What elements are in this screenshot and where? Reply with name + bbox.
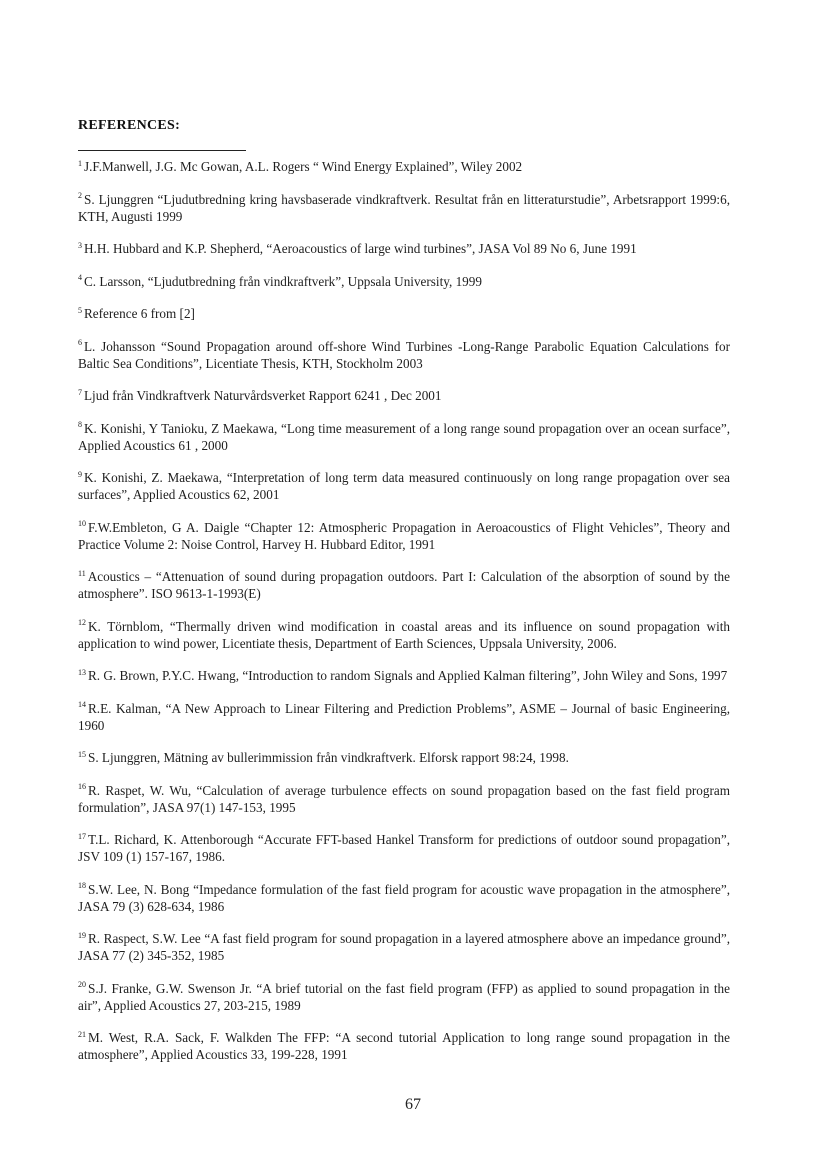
reference-number: 17 <box>78 831 86 841</box>
reference-text: K. Törnblom, “Thermally driven wind modification in coastal areas and its influence on sound propagation with application to wind power, Licentiate thesis, Department of Earth Sciences, Uppsala University, 2006. <box>78 618 730 651</box>
reference-item <box>78 519 730 553</box>
reference-item <box>78 831 730 865</box>
reference-number: 2 <box>78 191 82 201</box>
reference-number: 11 <box>78 568 86 578</box>
reference-text: L. Johansson “Sound Propagation around off-shore Wind Turbines -Long-Range Parabolic Equation Calculations for Baltic Sea Conditions”, Licentiate Thesis, KTH, Stockholm 2003 <box>78 338 730 371</box>
reference-item <box>78 930 730 964</box>
reference-text: R. G. Brown, P.Y.C. Hwang, “Introduction to random Signals and Applied Kalman filtering”, John Wiley and Sons, 1997 <box>88 668 728 683</box>
reference-text: S.J. Franke, G.W. Swenson Jr. “A brief tutorial on the fast field program (FFP) as applied to sound propagation in the air”, Applied Acoustics 27, 203-215, 1989 <box>78 980 730 1013</box>
reference-text: C. Larsson, “Ljudutbredning från vindkraftverk”, Uppsala University, 1999 <box>84 273 482 289</box>
reference-item <box>78 782 730 816</box>
reference-item <box>78 240 730 257</box>
reference-number: 16 <box>78 782 86 792</box>
reference-number: 7 <box>78 387 82 397</box>
reference-item <box>78 387 730 404</box>
reference-text: R. Raspet, W. Wu, “Calculation of average turbulence effects on sound propagation based on the fast field program formulation”, JASA 97(1) 147-153, 1995 <box>78 782 730 815</box>
reference-item <box>78 273 730 290</box>
references-list <box>78 158 730 1079</box>
reference-text: K. Konishi, Z. Maekawa, “Interpretation of long term data measured continuously on long range propagation over sea surfaces”, Applied Acoustics 62, 2001 <box>78 470 730 502</box>
reference-item <box>78 338 730 372</box>
reference-text: K. Konishi, Y Tanioku, Z Maekawa, “Long time measurement of a long range sound propagation over an ocean surface”, Applied Acoustics 61 , 2000 <box>78 420 730 453</box>
reference-number: 8 <box>78 420 82 430</box>
reference-item <box>78 667 730 684</box>
reference-text: J.F.Manwell, J.G. Mc Gowan, A.L. Rogers “ Wind Energy Explained”, Wiley 2002 <box>84 159 523 174</box>
reference-number: 12 <box>78 618 86 628</box>
reference-item <box>78 980 730 1014</box>
reference-text: R. Raspect, S.W. Lee “A fast field program for sound propagation in a layered atmosphere above an impedance ground”, JASA 77 (2) 345-352, 1985 <box>78 931 730 963</box>
reference-item <box>78 749 730 766</box>
reference-number: 5 <box>78 305 82 315</box>
reference-item <box>78 618 730 652</box>
reference-number: 15 <box>78 749 86 759</box>
reference-item <box>78 568 730 602</box>
reference-text: M. West, R.A. Sack, F. Walkden The FFP: “A second tutorial Application to long range sound propagation in the atmosphere”, Applied Acoustics 33, 199-228, 1991 <box>78 1030 730 1062</box>
reference-number: 13 <box>78 667 86 677</box>
reference-text: Ljud från Vindkraftverk Naturvårdsverket Rapport 6241 , Dec 2001 <box>84 388 442 403</box>
reference-item <box>78 305 730 322</box>
reference-item <box>78 158 730 175</box>
reference-text: Reference 6 from [2] <box>84 306 195 321</box>
reference-text: H.H. Hubbard and K.P. Shepherd, “Aeroacoustics of large wind turbines”, JASA Vol 89 No 6, June 1991 <box>84 241 637 256</box>
reference-item <box>78 420 730 454</box>
page-number: 67 <box>405 1096 421 1113</box>
reference-text: S.W. Lee, N. Bong “Impedance formulation of the fast field program for acoustic wave propagation in the atmosphere”, JASA 79 (3) 628-634, 1986 <box>78 881 730 914</box>
reference-number: 14 <box>78 700 86 710</box>
reference-number: 6 <box>78 338 82 348</box>
reference-number: 20 <box>78 980 86 990</box>
footnote-separator-rule <box>78 150 246 151</box>
reference-text: R.E. Kalman, “A New Approach to Linear Filtering and Prediction Problems”, ASME – Journal of basic Engineering, 1960 <box>78 700 730 733</box>
reference-number: 9 <box>78 469 82 479</box>
references-heading: REFERENCES: <box>78 118 181 133</box>
reference-text: Acoustics – “Attenuation of sound during propagation outdoors. Part I: Calculation of the absorption of sound by the atmosphere”. ISO 9613-1-1993(E) <box>78 569 730 601</box>
reference-item <box>78 191 730 225</box>
reference-item <box>78 1029 730 1063</box>
reference-number: 1 <box>78 158 82 168</box>
reference-number: 3 <box>78 240 82 250</box>
reference-number: 19 <box>78 930 86 940</box>
reference-number: 18 <box>78 881 86 891</box>
reference-number: 10 <box>78 519 86 529</box>
reference-number: 21 <box>78 1029 86 1039</box>
reference-text: S. Ljunggren, Mätning av bullerimmission från vindkraftverk. Elforsk rapport 98:24, 1998. <box>88 750 569 765</box>
reference-text: S. Ljunggren “Ljudutbredning kring havsbaserade vindkraftverk. Resultat från en litteraturstudie”, Arbetsrapport 1999:6, KTH, Augusti 1999 <box>78 191 730 224</box>
reference-item <box>78 469 730 503</box>
reference-item <box>78 881 730 915</box>
reference-text: F.W.Embleton, G A. Daigle “Chapter 12: Atmospheric Propagation in Aeroacoustics of Flight Vehicles”, Theory and Practice Volume 2: Noise Control, Harvey H. Hubbard Editor, 1991 <box>78 519 730 552</box>
reference-number: 4 <box>78 273 82 283</box>
reference-text: T.L. Richard, K. Attenborough “Accurate FFT-based Hankel Transform for predictions of outdoor sound propagation”, JSV 109 (1) 157-167, 1986. <box>78 832 730 864</box>
reference-item <box>78 700 730 734</box>
